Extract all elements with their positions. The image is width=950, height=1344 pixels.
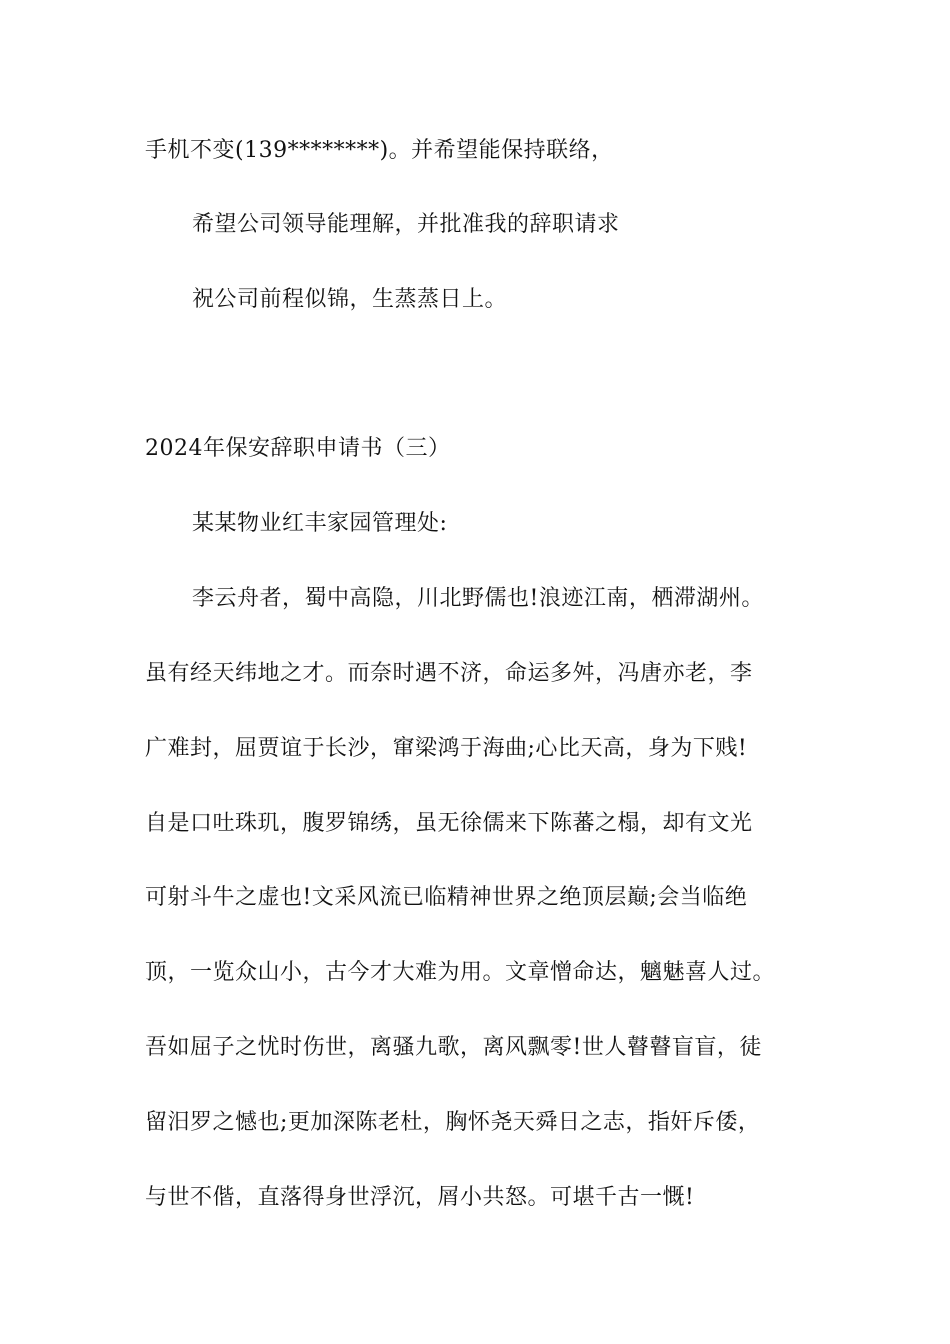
paragraph-line: 留汨罗之憾也;更加深陈老杜，胸怀尧天舜日之志，指奸斥倭， [145,1110,761,1135]
section-title: 2024年保安辞职申请书（三） [145,436,451,461]
paragraph-line: 李云舟者，蜀中高隐，川北野儒也!浪迹江南，栖滞湖州。 [192,586,764,611]
paragraph-line: 可射斗牛之虚也!文采风流已临精神世界之绝顶层巅;会当临绝 [145,885,748,910]
paragraph-line: 吾如屈子之忧时伤世，离骚九歌，离风飘零!世人瞽瞽盲盲，徒 [145,1035,762,1060]
paragraph-line: 与世不偕，直落得身世浮沉，屑小共怒。可堪千古一慨! [145,1185,695,1210]
paragraph-line: 虽有经天纬地之才。而奈时遇不济，命运多舛，冯唐亦老，李 [145,661,753,686]
paragraph-line: 顶，一览众山小，古今才大难为用。文章憎命达，魑魅喜人过。 [145,960,776,985]
paragraph-line: 祝公司前程似锦，生蒸蒸日上。 [192,287,508,312]
salutation: 某某物业红丰家园管理处: [192,511,448,536]
paragraph-line: 手机不变(139********)。并希望能保持联络， [145,138,614,163]
paragraph-line: 自是口吐珠玑，腹罗锦绣，虽无徐儒来下陈蕃之榻，却有文光 [145,811,753,836]
paragraph-line: 希望公司领导能理解，并批准我的辞职请求 [192,212,620,237]
paragraph-line: 广难封，屈贾谊于长沙，窜梁鸿于海曲;心比天高，身为下贱! [145,736,748,761]
